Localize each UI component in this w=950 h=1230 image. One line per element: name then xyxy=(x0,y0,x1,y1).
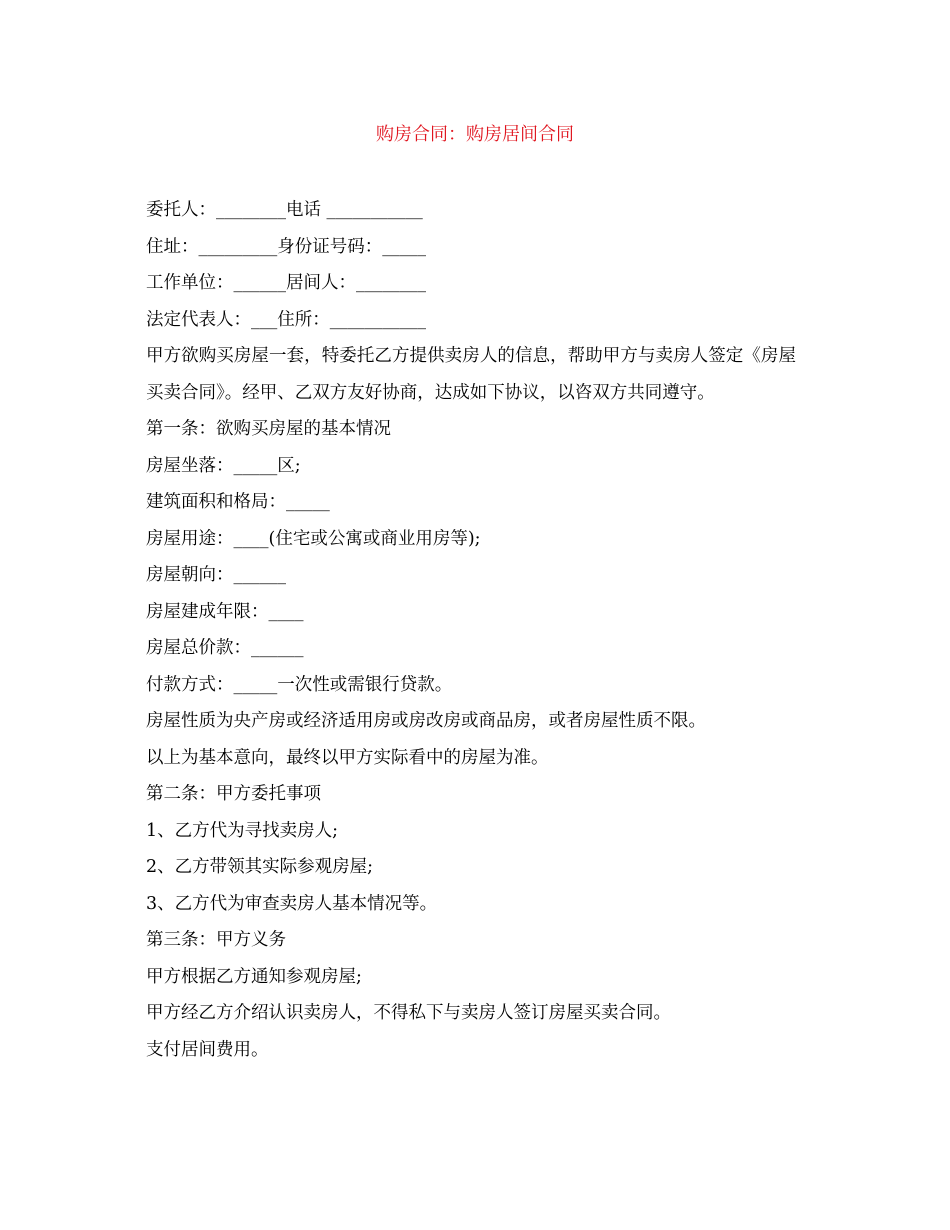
document-title: 购房合同：购房居间合同 xyxy=(376,124,574,145)
field-address: 住址：_________身份证号码：_____ xyxy=(146,236,426,257)
article1-heading: 第一条：欲购买房屋的基本情况 xyxy=(146,419,391,439)
article1-area: 建筑面积和格局：_____ xyxy=(146,492,330,512)
field-client: 委托人：________电话 ___________ xyxy=(146,200,423,220)
article1-usage: 房屋用途：____(住宅或公寓或商业用房等); xyxy=(146,528,481,549)
article3-item-1: 甲方根据乙方通知参观房屋; xyxy=(146,966,362,987)
article1-build-year: 房屋建成年限：____ xyxy=(146,601,304,622)
article1-payment-method: 付款方式：_____一次性或需银行贷款。 xyxy=(146,674,453,695)
field-employer: 工作单位：______居间人：________ xyxy=(146,273,426,293)
intro-paragraph: 甲方欲购买房屋一套，特委托乙方提供卖房人的信息，帮助甲方与卖房人签定《房屋买卖合同》。经甲、乙双方友好协商，达成如下协议，以咨双方共同遵守。 xyxy=(146,346,796,403)
article3-item-2: 甲方经乙方介绍认识卖房人，不得私下与卖房人签订房屋买卖合同。 xyxy=(146,1003,671,1023)
document-body xyxy=(146,192,796,1068)
article1-orientation: 房屋朝向：______ xyxy=(146,565,286,585)
field-legal-representative: 法定代表人：___住所：___________ xyxy=(146,309,426,330)
article2-heading: 第二条：甲方委托事项 xyxy=(146,784,321,804)
article2-item-3: 3、乙方代为审查卖房人基本情况等。 xyxy=(146,893,438,914)
article1-total-price: 房屋总价款：______ xyxy=(146,638,304,658)
article1-location: 房屋坐落：_____区; xyxy=(146,455,301,476)
article2-item-1: 1、乙方代为寻找卖房人; xyxy=(146,820,339,841)
article3-item-3: 支付居间费用。 xyxy=(146,1039,269,1060)
article2-item-2: 2、乙方带领其实际参观房屋; xyxy=(146,857,374,877)
article3-heading: 第三条：甲方义务 xyxy=(146,930,286,950)
article1-property-nature: 房屋性质为央产房或经济适用房或房改房或商品房，或者房屋性质不限。 xyxy=(146,711,706,731)
article1-basis-note: 以上为基本意向，最终以甲方实际看中的房屋为准。 xyxy=(146,747,549,768)
